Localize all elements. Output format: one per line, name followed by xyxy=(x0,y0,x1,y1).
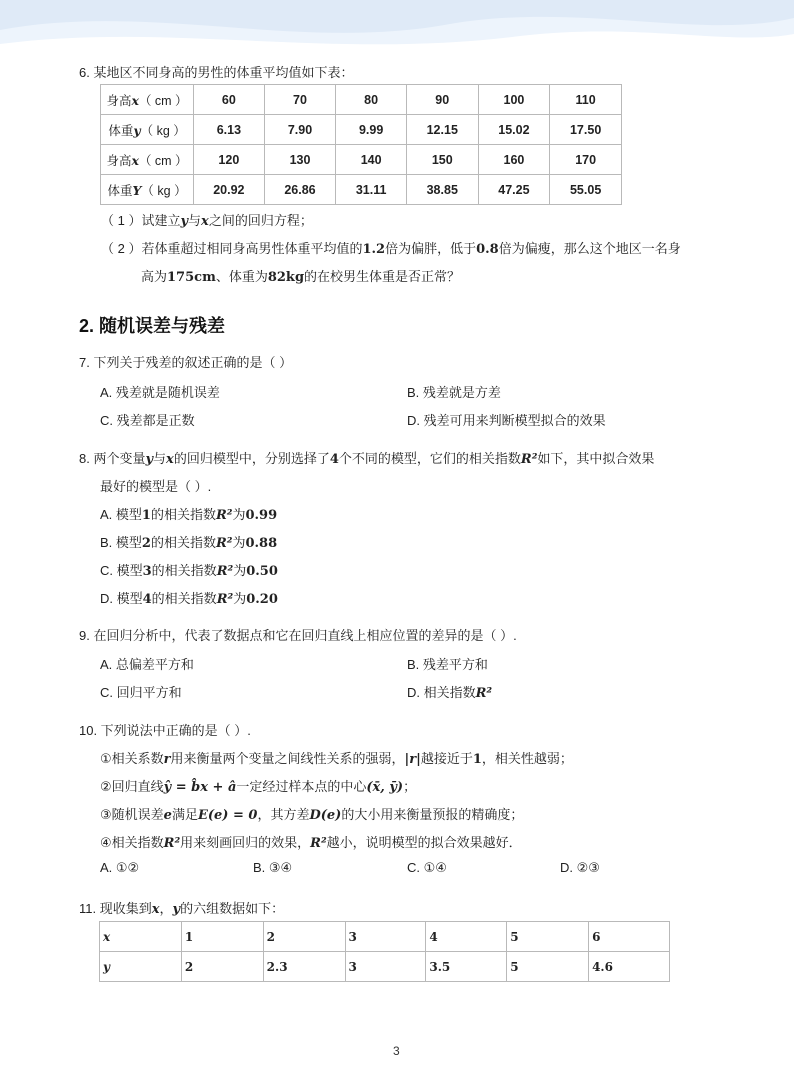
q6-table xyxy=(100,84,622,205)
q6-table-row xyxy=(101,175,622,205)
q6-part2-cont: 高为175cm、体重为82kg的在校男生体重是否正常？ xyxy=(141,269,461,285)
q6-table-row xyxy=(101,85,622,115)
q6-table-cell: 60 xyxy=(194,85,265,115)
q6-table-row xyxy=(101,145,622,175)
q6-stem: 6. 某地区不同身高的男性的体重平均值如下表： xyxy=(79,65,354,80)
q11-table-row xyxy=(100,952,670,982)
q9-stem: 9. 在回归分析中，代表了数据点和它在回归直线上相应位置的差异的是（ ）. xyxy=(79,628,517,643)
q11-table-cell: 3 xyxy=(345,922,426,952)
q9-option-b: B. 残差平方和 xyxy=(407,657,488,672)
q11-table-cell: 5 xyxy=(507,922,589,952)
q11-table-cell: 2.3 xyxy=(263,952,345,982)
q6-table-cell: 100 xyxy=(478,85,550,115)
q6-table-cell: 90 xyxy=(406,85,478,115)
q6-table-cell: 160 xyxy=(478,145,550,175)
q6-row-header: 身高x（ cm ） xyxy=(101,145,194,175)
q11-table-cell: 2 xyxy=(181,952,263,982)
q10-option-d: D. ②③ xyxy=(560,860,600,875)
q6-row-header: 身高x（ cm ） xyxy=(101,85,194,115)
q11-row-header: x xyxy=(100,922,182,952)
q11-table-cell: 4.6 xyxy=(589,952,670,982)
q10-option-a: A. ①② xyxy=(100,860,140,875)
q11-table-cell: 2 xyxy=(263,922,345,952)
q11-table-cell: 3 xyxy=(345,952,426,982)
q8-stem: 8. 两个变量y与x的回归模型中，分别选择了4个不同的模型，它们的相关指数R²如下，其中拟合效果 xyxy=(79,451,655,467)
q7-option-d: D. 残差可用来判断模型拟合的效果 xyxy=(407,413,606,428)
q6-part1: （ 1 ）试建立y与x之间的回归方程； xyxy=(101,213,313,229)
q6-table-cell: 20.92 xyxy=(194,175,265,205)
q10-option-b: B. ③④ xyxy=(253,860,293,875)
q6-table-cell: 6.13 xyxy=(194,115,265,145)
q11-table-cell: 3.5 xyxy=(426,952,507,982)
q11-table xyxy=(99,921,670,982)
q10-statement-2: ②回归直线ŷ = b̂x + â一定经过样本点的中心(x̄, ȳ)； xyxy=(100,779,417,795)
q8-option-c: C. 模型3的相关指数R²为0.50 xyxy=(100,563,278,579)
q6-table-cell: 31.11 xyxy=(336,175,407,205)
q6-table-cell: 120 xyxy=(194,145,265,175)
q10-statement-3: ③随机误差e满足E(e) = 0，其方差D(e)的大小用来衡量预报的精确度； xyxy=(100,807,524,823)
q10-statement-4: ④相关指数R²用来刻画回归的效果，R²越小，说明模型的拟合效果越好． xyxy=(100,835,522,851)
q8-stem-cont: 最好的模型是（ ）. xyxy=(100,479,212,494)
q9-option-a: A. 总偏差平方和 xyxy=(100,657,194,672)
q11-table-row xyxy=(100,922,670,952)
q6-table-cell: 15.02 xyxy=(478,115,550,145)
q11-table-cell: 1 xyxy=(181,922,263,952)
q11-stem: 11. 现收集到x，y的六组数据如下： xyxy=(79,901,285,917)
q11-table-cell: 6 xyxy=(589,922,670,952)
q6-table-cell: 26.86 xyxy=(264,175,336,205)
q7-option-a: A. 残差就是随机误差 xyxy=(100,385,220,400)
q7-stem: 7. 下列关于残差的叙述正确的是（ ） xyxy=(79,355,293,370)
q6-table-cell: 80 xyxy=(336,85,407,115)
header-wave-banner xyxy=(0,0,794,58)
q6-table-cell: 9.99 xyxy=(336,115,407,145)
q6-table-cell: 110 xyxy=(550,85,622,115)
q6-table-cell: 12.15 xyxy=(406,115,478,145)
q9-option-d: D. 相关指数R² xyxy=(407,685,493,701)
q6-table-cell: 170 xyxy=(550,145,622,175)
q7-option-b: B. 残差就是方差 xyxy=(407,385,501,400)
q10-stem: 10. 下列说法中正确的是（ ）. xyxy=(79,723,251,738)
q6-table-cell: 47.25 xyxy=(478,175,550,205)
q11-row-header: y xyxy=(100,952,182,982)
q11-table-cell: 4 xyxy=(426,922,507,952)
q6-table-cell: 17.50 xyxy=(550,115,622,145)
q7-option-c: C. 残差都是正数 xyxy=(100,413,195,428)
q6-table-row xyxy=(101,115,622,145)
q10-statement-1: ①相关系数r用来衡量两个变量之间线性关系的强弱，|r|越接近于1，相关性越弱； xyxy=(100,751,573,767)
q6-table-cell: 150 xyxy=(406,145,478,175)
q9-option-c: C. 回归平方和 xyxy=(100,685,182,700)
q6-table-cell: 130 xyxy=(264,145,336,175)
q6-table-cell: 140 xyxy=(336,145,407,175)
q6-table-cell: 7.90 xyxy=(264,115,336,145)
q10-option-c: C. ①④ xyxy=(407,860,447,875)
q8-option-b: B. 模型2的相关指数R²为0.88 xyxy=(100,535,278,551)
q8-option-a: A. 模型1的相关指数R²为0.99 xyxy=(100,507,278,523)
section-heading: 2. 随机误差与残差 xyxy=(79,316,226,336)
q6-table-cell: 70 xyxy=(264,85,336,115)
q6-row-header: 体重Y（ kg ） xyxy=(101,175,194,205)
q8-option-d: D. 模型4的相关指数R²为0.20 xyxy=(100,591,278,607)
q6-table-cell: 38.85 xyxy=(406,175,478,205)
q6-part2: （ 2 ）若体重超过相同身高男性体重平均值的1.2倍为偏胖，低于0.8倍为偏瘦，那么这个地区一名身 xyxy=(101,241,681,257)
q11-table-cell: 5 xyxy=(507,952,589,982)
q6-row-header: 体重y（ kg ） xyxy=(101,115,194,145)
q6-table-cell: 55.05 xyxy=(550,175,622,205)
page-number: 3 xyxy=(393,1044,400,1058)
